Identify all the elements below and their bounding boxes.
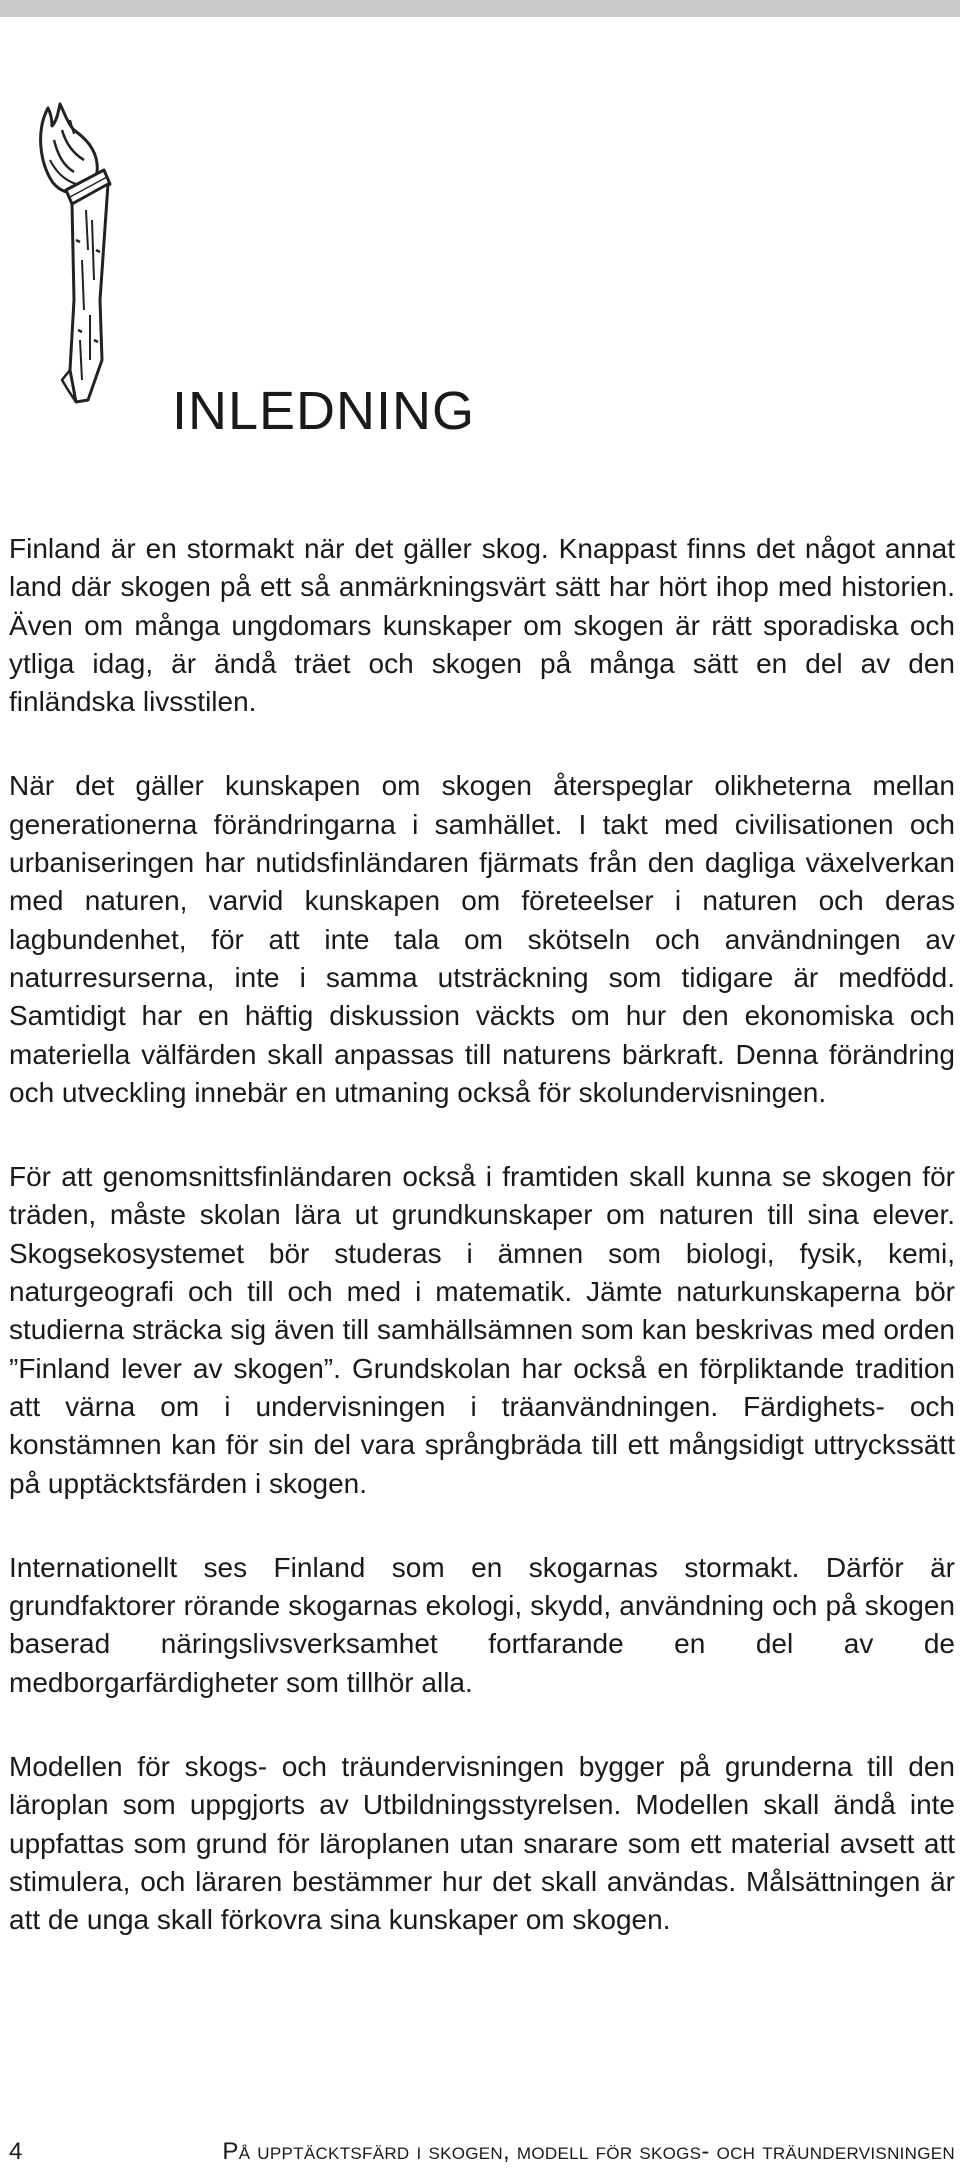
paragraph-generations: När det gäller kunskapen om skogen återspeglar olikheterna mellan generationerna förändringarna i samhället. I takt med civilisationen och urbaniseringen har nutidsfinländaren fjärmats från den dagliga växelverkan med naturen, varvid kunskapen om företeelser i naturen och deras lagbundenhet, för att inte tala om skötseln och användningen av naturresurserna, inte i samma utsträckning som tidigare är medfödd. Samtidigt har en häftig diskussion väckts om hur den ekonomiska och materiella välfärden skall anpassas till naturens bärkraft. Denna förändring och utveckling innebär en utmaning också för skolundervisningen. — [9, 770, 955, 1108]
paragraph-model: Modellen för skogs- och träundervisningen bygger på grunderna till den läroplan som uppgjorts av Utbildningsstyrelsen. Modellen skall ändå inte uppfattas som grund för läroplanen utan snarare som ett material avsett att stimulera, och läraren bestämmer hur det skall användas. Målsättningen är att de unga skall förkovra sina kunskaper om skogen. — [9, 1751, 955, 1936]
page-title: INLEDNING — [172, 381, 476, 441]
paragraph-intro: Finland är en stormakt när det gäller skog. Knappast finns det något annat land där skogen på ett så anmärkningsvärt sätt har hört ihop med historien. Även om många ungdomars kunskaper om skogen är rätt sporadiska och ytliga idag, är ändå träet och skogen på många sätt en del av den finländska livsstilen. — [9, 533, 955, 718]
paragraph-international: Internationellt ses Finland som en skogarnas stormakt. Därför är grundfaktorer rörande skogarnas ekologi, skydd, användning och på skogen baserad näringslivsverksamhet fortfarande en del av de medborgarfärdigheter som tillhör alla. — [9, 1551, 955, 1698]
page-number: 4 — [9, 2138, 23, 2165]
torch-icon — [30, 100, 120, 410]
paragraph-school: För att genomsnittsfinländaren också i framtiden skall kunna se skogen för träden, måste skolan lära ut grundkunskaper om naturen till sina elever. Skogsekosystemet bör studeras i ämnen som biologi, fysik, kemi, naturgeografi och till och med i matematik. Jämte naturkunskaperna bör studierna sträcka sig även till samhällsämnen som kan beskrivas med orden ”Finland lever av skogen”. Grundskolan har också en förpliktande tradition att värna om i undervisningen i träanvändningen. Färdighets- och konstämnen kan för sin del vara språngbräda till ett mångsidigt uttryckssätt på upptäcktsfärden i skogen. — [9, 1161, 955, 1499]
top-rule — [0, 0, 960, 17]
body-text — [9, 530, 955, 1940]
page-footer — [9, 2138, 955, 2170]
running-title: På upptäcktsfärd i skogen, modell för skogs- och träundervisningen — [222, 2138, 955, 2165]
